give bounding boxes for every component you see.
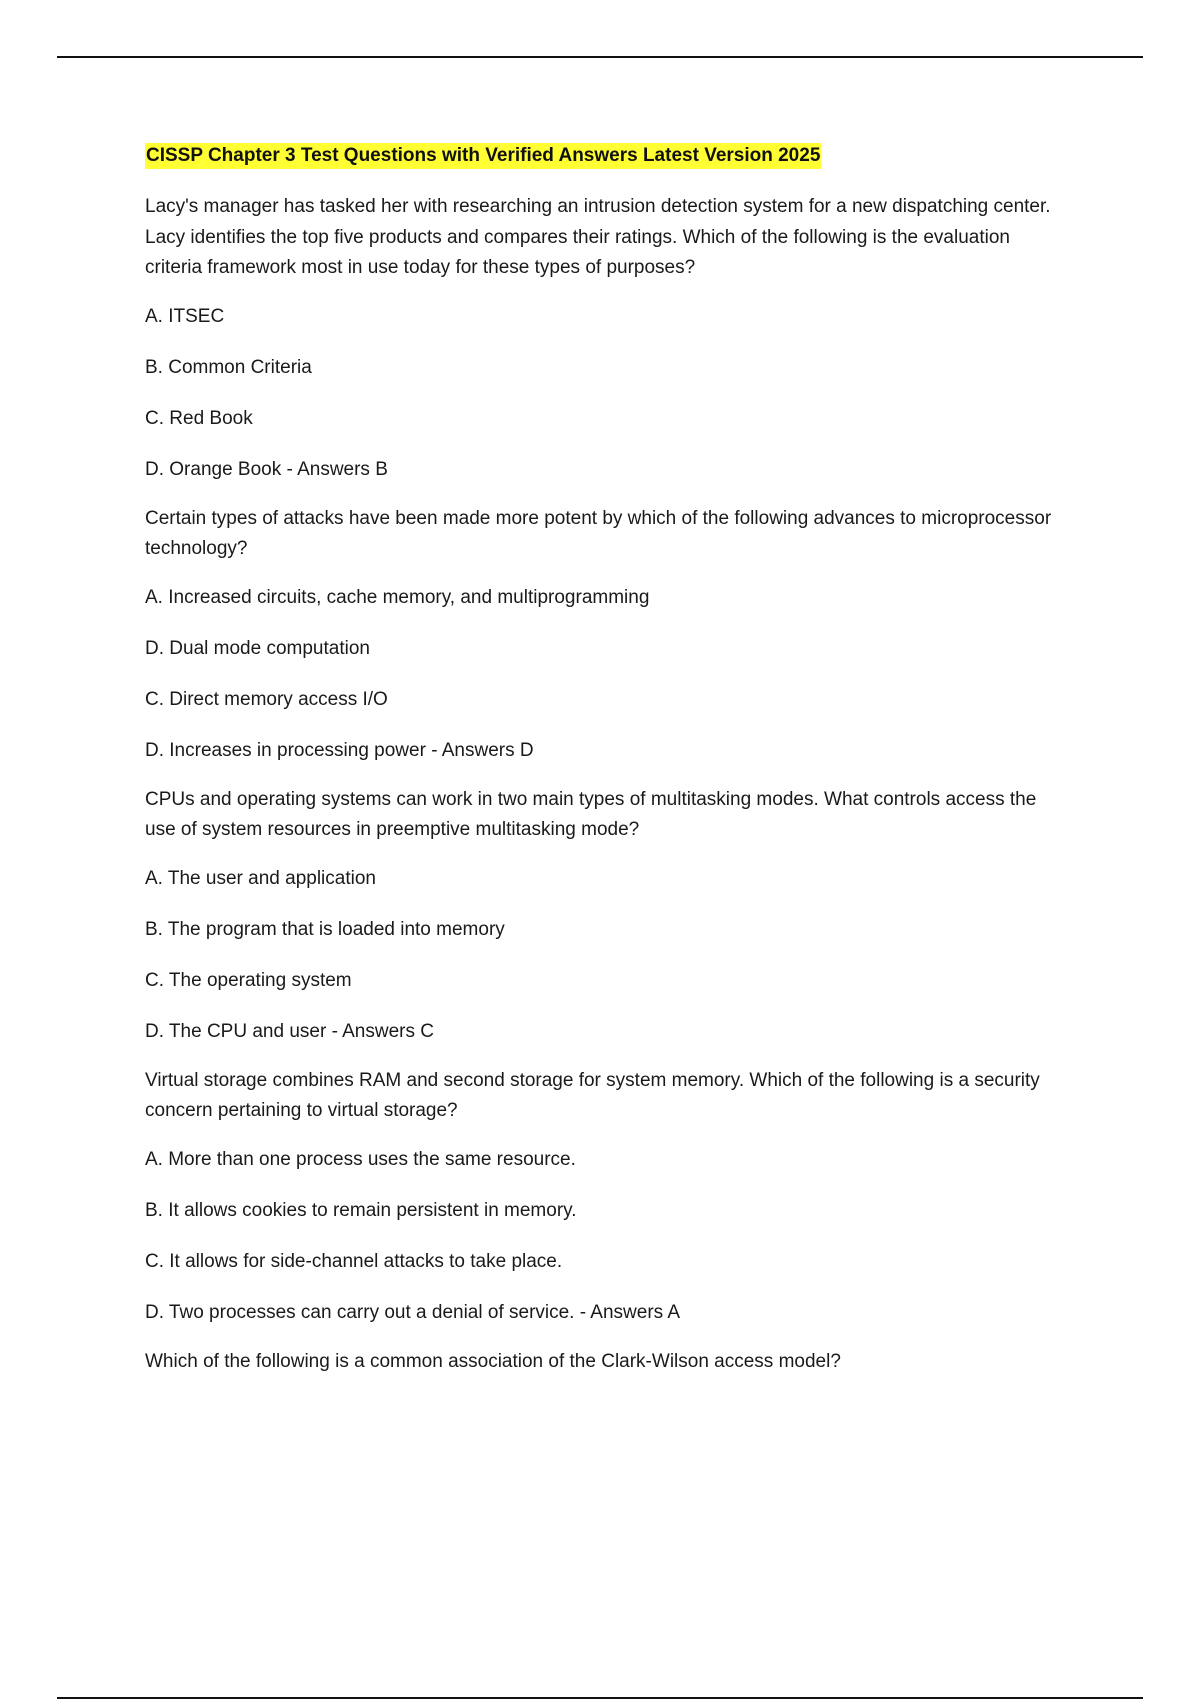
question-block-3: [145, 785, 1065, 1045]
answer-option: A. More than one process uses the same resource.: [145, 1148, 576, 1170]
footer-rule: [57, 1697, 1143, 1699]
document-title: CISSP Chapter 3 Test Questions with Verified Answers Latest Version 2025: [145, 143, 821, 169]
answer-option: A. The user and application: [145, 867, 376, 889]
question-text: CPUs and operating systems can work in two main types of multitasking modes. What controls access the use of system resources in preemptive multitasking mode?: [145, 788, 1037, 840]
answer-option: C. It allows for side-channel attacks to take place.: [145, 1250, 563, 1272]
answer-option: B. Common Criteria: [145, 356, 312, 378]
question-block-2: [145, 504, 1065, 764]
question-block-4: [145, 1066, 1065, 1326]
document-body: [145, 143, 1065, 1397]
header-rule: [57, 56, 1143, 58]
answer-option: A. ITSEC: [145, 305, 225, 327]
answer-option: C. The operating system: [145, 969, 352, 991]
answer-option-with-answer: D. Increases in processing power - Answers D: [145, 739, 534, 761]
answer-option: D. Dual mode computation: [145, 637, 370, 659]
answer-option-with-answer: D. Two processes can carry out a denial of service. - Answers A: [145, 1301, 681, 1323]
answer-option-with-answer: D. The CPU and user - Answers C: [145, 1020, 434, 1042]
answer-option: A. Increased circuits, cache memory, and multiprogramming: [145, 586, 650, 608]
question-text: Lacy's manager has tasked her with researching an intrusion detection system for a new dispatching center. Lacy identifies the top five products and compares their ratings. Which of the following is the evaluation criteria framework most in use today for these types of purposes?: [145, 196, 1051, 278]
answer-option-with-answer: D. Orange Book - Answers B: [145, 458, 388, 480]
question-text: Certain types of attacks have been made more potent by which of the following advances to microprocessor technology?: [145, 507, 1052, 559]
answer-option: C. Direct memory access I/O: [145, 688, 388, 710]
question-block-1: [145, 192, 1065, 483]
question-text: Virtual storage combines RAM and second storage for system memory. Which of the following is a security concern pertaining to virtual storage?: [145, 1069, 1040, 1121]
question-text: Which of the following is a common association of the Clark-Wilson access model?: [145, 1350, 841, 1372]
question-block-5: [145, 1347, 1065, 1378]
answer-option: C. Red Book: [145, 407, 253, 429]
answer-option: B. The program that is loaded into memory: [145, 918, 505, 940]
answer-option: B. It allows cookies to remain persistent in memory.: [145, 1199, 577, 1221]
